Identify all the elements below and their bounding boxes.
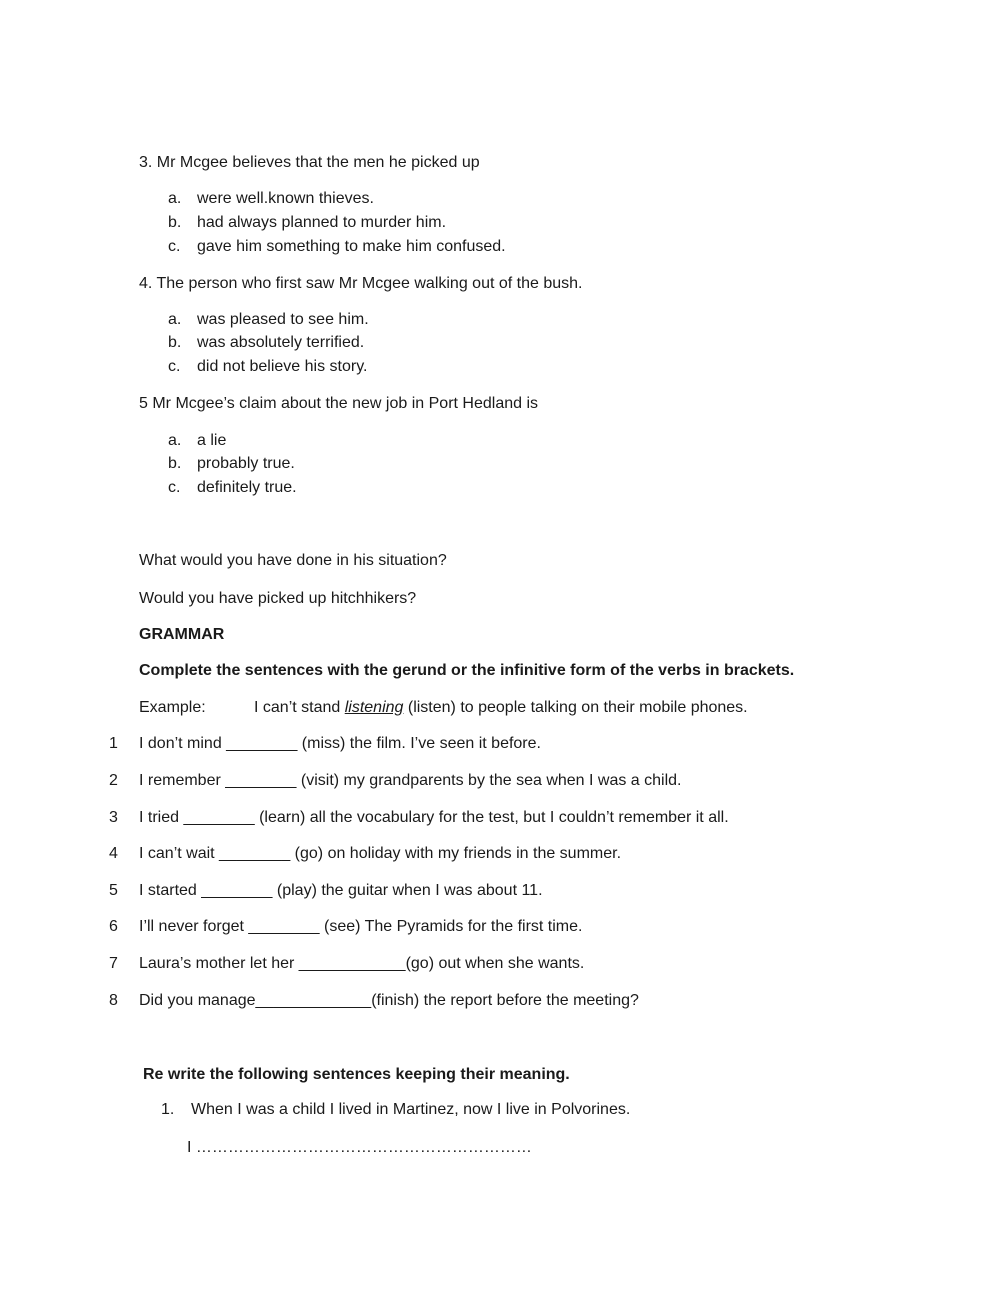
item-number: 3 <box>109 809 118 826</box>
option-text: definitely true. <box>197 479 297 496</box>
option-text: had always planned to murder him. <box>197 214 447 231</box>
grammar-item: I can’t wait ________ (go) on holiday with my friends in the summer. <box>139 845 622 862</box>
answer-line: I ……………………………………………………… <box>187 1139 532 1156</box>
option-letter: a. <box>168 311 182 328</box>
option-letter: c. <box>168 358 181 375</box>
option-text: probably true. <box>197 455 295 472</box>
grammar-item: I tried ________ (learn) all the vocabulary for the test, but I couldn’t remember it all. <box>139 809 729 826</box>
option-text: a lie <box>197 432 227 449</box>
grammar-item: I remember ________ (visit) my grandparents by the sea when I was a child. <box>139 772 682 789</box>
option-letter: b. <box>168 214 182 231</box>
option-text: did not believe his story. <box>197 358 368 375</box>
option-text: gave him something to make him confused. <box>197 238 506 255</box>
example-label: Example: <box>139 699 206 716</box>
item-number: 5 <box>109 882 118 899</box>
item-number: 4 <box>109 845 118 862</box>
option-letter: c. <box>168 238 181 255</box>
grammar-item: I don’t mind ________ (miss) the film. I’ve seen it before. <box>139 735 541 752</box>
option-text: was pleased to see him. <box>197 311 369 328</box>
option-text: were well.known thieves. <box>197 190 374 207</box>
grammar-heading: GRAMMAR <box>139 626 225 643</box>
option-letter: a. <box>168 432 182 449</box>
grammar-item: Laura’s mother let her ____________(go) out when she wants. <box>139 955 585 972</box>
grammar-item: I started ________ (play) the guitar when I was about 11. <box>139 882 543 899</box>
option-text: was absolutely terrified. <box>197 334 365 351</box>
example-after: (listen) to people talking on their mobile phones. <box>403 699 748 716</box>
question-stem: 3. Mr Mcgee believes that the men he picked up <box>139 154 480 171</box>
item-number: 2 <box>109 772 118 789</box>
option-letter: b. <box>168 334 182 351</box>
rewrite-heading: Re write the following sentences keeping their meaning. <box>143 1066 570 1083</box>
example-sentence <box>254 698 748 718</box>
example-before: I can’t stand <box>254 699 345 716</box>
item-number: 1 <box>109 735 118 752</box>
option-letter: b. <box>168 455 182 472</box>
example-answer: listening <box>344 699 404 716</box>
grammar-instruction: Complete the sentences with the gerund or the infinitive form of the verbs in brackets. <box>139 662 795 679</box>
item-number: 6 <box>109 918 118 935</box>
option-letter: c. <box>168 479 181 496</box>
grammar-item: Did you manage_____________(finish) the report before the meeting? <box>139 992 639 1009</box>
rewrite-number: 1. <box>161 1101 175 1118</box>
question-stem: 5 Mr Mcgee’s claim about the new job in Port Hedland is <box>139 395 539 412</box>
rewrite-sentence: When I was a child I lived in Martinez, now I live in Polvorines. <box>191 1101 631 1118</box>
option-letter: a. <box>168 190 182 207</box>
item-number: 7 <box>109 955 118 972</box>
discussion-question: What would you have done in his situation? <box>139 552 447 569</box>
item-number: 8 <box>109 992 118 1009</box>
question-stem: 4. The person who first saw Mr Mcgee walking out of the bush. <box>139 275 583 292</box>
grammar-item: I’ll never forget ________ (see) The Pyramids for the first time. <box>139 918 583 935</box>
discussion-question: Would you have picked up hitchhikers? <box>139 590 417 607</box>
